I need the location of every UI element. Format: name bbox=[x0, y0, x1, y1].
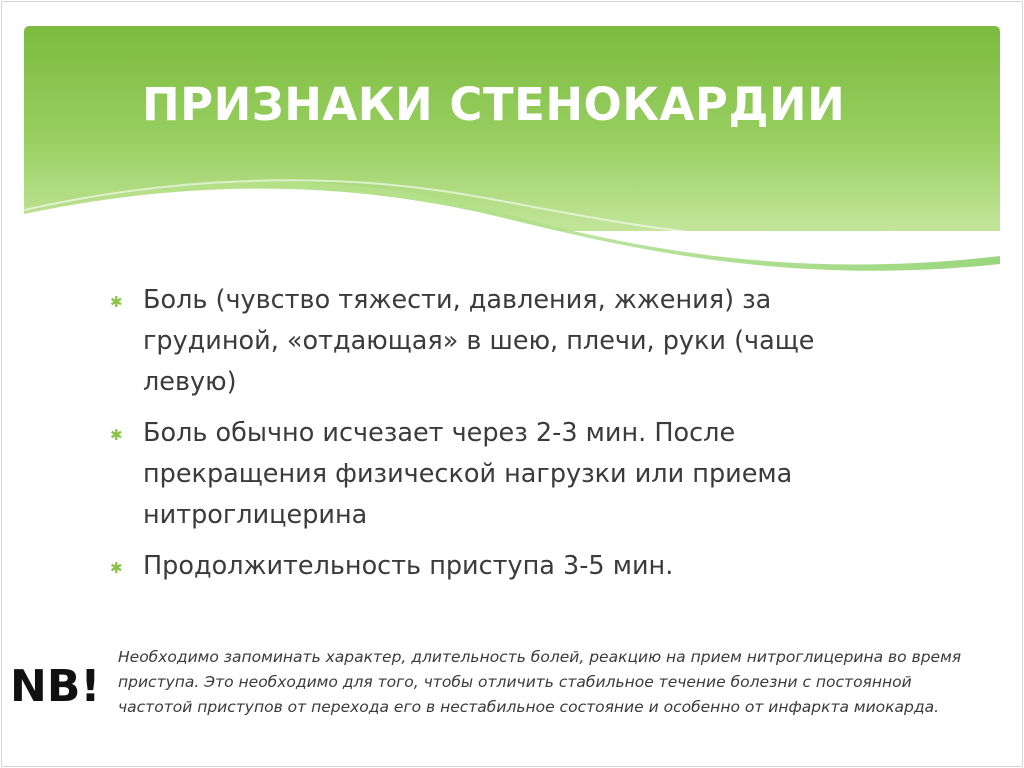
slide-title: ПРИЗНАКИ СТЕНОКАРДИИ bbox=[142, 78, 846, 131]
bullet-text: Боль обычно исчезает через 2-3 мин. После прекращения физической нагрузки или приема нитроглицерина bbox=[143, 418, 793, 530]
bullet-text: Боль (чувство тяжести, давления, жжения) за грудиной, «отдающая» в шею, плечи, руки (чаще левую) bbox=[143, 285, 815, 397]
asterisk-bullet-icon: ✱ bbox=[110, 559, 123, 577]
bullet-item bbox=[110, 280, 890, 403]
bullet-item bbox=[110, 413, 890, 536]
bullet-item bbox=[110, 546, 890, 587]
nb-label: NB! bbox=[10, 661, 101, 712]
asterisk-bullet-icon: ✱ bbox=[110, 293, 123, 311]
asterisk-bullet-icon: ✱ bbox=[110, 426, 123, 444]
bullet-list bbox=[110, 280, 890, 597]
nb-note: Необходимо запоминать характер, длительность болей, реакцию на прием нитроглицерина во время приступа. Это необходимо для того, чтобы отличить стабильное течение болезни с постоянной частотой приступов от перехода его в нестабильное состояние и особенно от инфаркта миокарда. bbox=[118, 648, 962, 716]
title-banner bbox=[24, 26, 1000, 288]
wave-banner-graphic bbox=[24, 26, 1000, 288]
bullet-text: Продолжительность приступа 3-5 мин. bbox=[143, 551, 674, 581]
